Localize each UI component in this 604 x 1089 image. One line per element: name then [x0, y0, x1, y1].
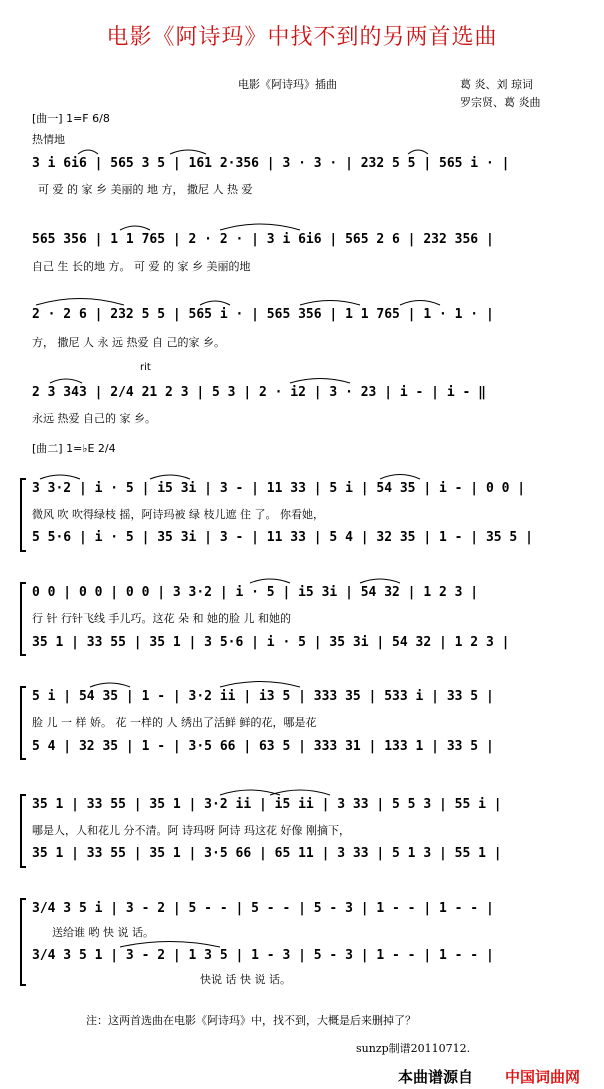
- song1-line1-lyrics: 可 爱 的 家 乡 美丽的 地 方， 撒尼 人 热 爱: [38, 183, 253, 196]
- footnote: 注：这两首选曲在电影《阿诗玛》中，找不到，大概是后来删掉了？: [86, 1014, 416, 1027]
- song1-line3-lyrics: 方， 撒尼 人 永 远 热爱 自 己的家 乡。: [32, 336, 225, 349]
- system3-lyrics: 脸 儿 一 样 娇。 花 一样的 人 绣出了活鲜 鲜的花，哪是花: [32, 716, 317, 729]
- song1-tempo-mark: 热情地: [32, 133, 65, 146]
- source-label: 本曲谱源自: [398, 1068, 474, 1086]
- song1-line2-lyrics: 自己 生 长的地 方。 可 爱 的 家 乡 美丽的地: [32, 260, 251, 273]
- song1-line3-notes: 2 · 2 6 | 232 5 5 | 565 i · | 565 356 | 1 1 765 | 1 · 1 · |: [32, 307, 494, 322]
- system2-lyrics: 行 针 行针飞线 手儿巧。这花 朵 和 她的脸 儿 和她的: [32, 612, 291, 625]
- song2-key-signature: [曲二] 1=♭E 2/4: [32, 442, 116, 455]
- page-title: 电影《阿诗玛》中找不到的另两首选曲: [106, 25, 498, 50]
- system3-upper-notes: 5 i | 54 35 | 1 - | 3·2 ii | i3 5 | 333 35 | 533 i | 33 5 |: [32, 689, 494, 704]
- system4-lyrics: 哪是人，人和花儿 分不清。阿 诗玛呀 阿诗 玛这花 好像 刚摘下，: [32, 824, 350, 837]
- system2-lower-notes: 35 1 | 33 55 | 35 1 | 3 5·6 | i · 5 | 35 3i | 54 32 | 1 2 3 |: [32, 635, 510, 650]
- song1-line4-lyrics: 永远 热爱 自己的 家 乡。: [32, 412, 156, 425]
- song1-line2-notes: 565 356 | 1 1 765 | 2 · 2 · | 3 i 6i6 | 565 2 6 | 232 356 |: [32, 232, 494, 247]
- song1-rit-mark: rit: [140, 362, 151, 373]
- song1-line1-notes: 3 i 6i6 | 565 3 5 | 161 2·356 | 3 · 3 · | 232 5 5 | 565 i · |: [32, 156, 510, 171]
- system4-upper-notes: 35 1 | 33 55 | 35 1 | 3·2 ii | i5 ii | 3 33 | 5 5 3 | 55 i |: [32, 797, 502, 812]
- composer-credit: 罗宗贤、葛 炎曲: [460, 96, 541, 109]
- system1-lower-notes: 5 5·6 | i · 5 | 35 3i | 3 - | 11 33 | 5 4 | 32 35 | 1 - | 35 5 |: [32, 530, 533, 545]
- system4-lower-notes: 35 1 | 33 55 | 35 1 | 3·5 66 | 65 11 | 3 33 | 5 1 3 | 55 1 |: [32, 846, 502, 861]
- transcriber-signature: sunzp制谱20110712.: [356, 1042, 471, 1055]
- song1-key-signature: [曲一] 1=F 6/8: [32, 112, 110, 125]
- lyricist-credit: 葛 炎、刘 琼词: [460, 78, 533, 91]
- system5-upper-notes: 3/4 3 5 i | 3 - 2 | 5 - - | 5 - - | 5 - 3 | 1 - - | 1 - - |: [32, 901, 494, 916]
- system5-lower-notes: 3/4 3 5 1 | 3 - 2 | 1 3 5 | 1 - 3 | 5 - 3 | 1 - - | 1 - - |: [32, 948, 494, 963]
- system2-upper-notes: 0 0 | 0 0 | 0 0 | 3 3·2 | i · 5 | i5 3i | 54 32 | 1 2 3 |: [32, 585, 479, 600]
- score-subtitle: 电影《阿诗玛》插曲: [238, 78, 337, 91]
- system3-lower-notes: 5 4 | 32 35 | 1 - | 3·5 66 | 63 5 | 333 31 | 133 1 | 33 5 |: [32, 739, 494, 754]
- system5-lyrics: 送给谁 哟 快 说 话。: [52, 926, 154, 939]
- system5-lower-lyrics: 快说 话 快 说 话。: [200, 973, 291, 986]
- song1-line4-notes: 2 3 343 | 2/4 21 2 3 | 5 3 | 2 · i2 | 3 · 23 | i - | i - ‖: [32, 385, 486, 400]
- system1-lyrics: 微风 吹 吹得绿枝 摇，阿诗玛被 绿 枝儿遮 住 了。 你看她，: [32, 508, 324, 521]
- system1-upper-notes: 3 3·2 | i · 5 | i5 3i | 3 - | 11 33 | 5 i | 54 35 | i - | 0 0 |: [32, 481, 526, 496]
- site-link[interactable]: 中国词曲网: [505, 1068, 581, 1086]
